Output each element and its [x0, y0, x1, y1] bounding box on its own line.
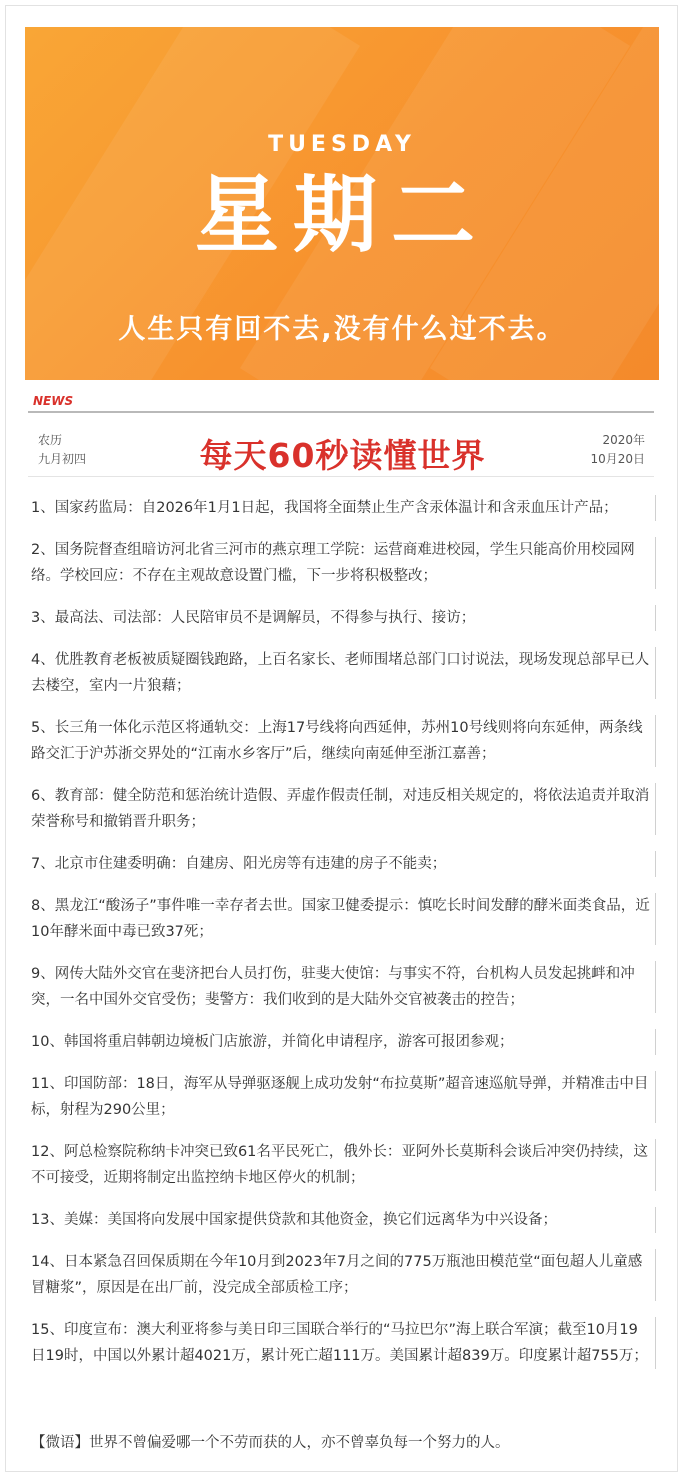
news-item: 5、长三角一体化示范区将通轨交：上海17号线将向西延伸，苏州10号线则将向东延伸，两条线路交汇于沪苏浙交界处的“江南水乡客厅”后，继续向南延伸至浙江嘉善；	[31, 715, 656, 767]
news-item: 1、国家药监局：自2026年1月1日起，我国将全面禁止生产含汞体温计和含汞血压计产品；	[31, 495, 656, 521]
news-tag: NEWS	[33, 394, 74, 408]
news-item: 12、阿总检察院称纳卡冲突已致61名平民死亡，俄外长：亚阿外长莫斯科会谈后冲突仍持续，这不可接受，近期将制定出监控纳卡地区停火的机制；	[31, 1139, 656, 1191]
news-item: 6、教育部：健全防范和惩治统计造假、弄虚作假责任制，对违反相关规定的，将依法追责并取消荣誉称号和撤销晋升职务；	[31, 783, 656, 835]
news-item: 4、优胜教育老板被质疑圈钱跑路，上百名家长、老师围堵总部门口讨说法，现场发现总部早已人去楼空，室内一片狼藉；	[31, 647, 656, 699]
page-title: 每天60秒读懂世界	[199, 436, 486, 475]
date-year: 2020年	[602, 433, 645, 447]
gregorian-date	[590, 431, 645, 469]
news-item: 10、韩国将重启韩朝边境板门店旅游，并简化申请程序，游客可报团参观；	[31, 1029, 656, 1055]
news-item: 3、最高法、司法部：人民陪审员不是调解员，不得参与执行、接访；	[31, 605, 656, 631]
divider	[28, 476, 654, 477]
banner-motto: 人生只有回不去,没有什么过不去。	[118, 314, 566, 345]
news-item: 9、网传大陆外交官在斐济把台人员打伤，驻斐大使馆：与事实不符，台机构人员发起挑衅和冲突，一名中国外交官受伤；斐警方：我们收到的是大陆外交官被袭击的控告；	[31, 961, 656, 1013]
header-banner	[25, 27, 659, 380]
date-day: 10月20日	[590, 452, 645, 466]
news-item: 11、印国防部：18日，海军从导弹驱逐舰上成功发射“布拉莫斯”超音速巡航导弹，并精准击中目标，射程为290公里；	[31, 1071, 656, 1123]
weekday-chinese: 星期二	[194, 166, 489, 264]
divider	[28, 411, 654, 413]
news-item: 7、北京市住建委明确：自建房、阳光房等有违建的房子不能卖；	[31, 851, 656, 877]
news-item: 15、印度宣布：澳大利亚将参与美日印三国联合举行的“马拉巴尔”海上联合军演；截至10月19日19时，中国以外累计超4021万，累计死亡超111万。美国累计超839万。印度累计超755万；	[31, 1317, 656, 1369]
weekday-english: TUESDAY	[268, 132, 416, 157]
news-item: 8、黑龙江“酸汤子”事件唯一幸存者去世。国家卫健委提示：慎吃长时间发酵的酵米面类食品，近10年酵米面中毒已致37死；	[31, 893, 656, 945]
news-item: 13、美媒：美国将向发展中国家提供贷款和其他资金，换它们远离华为中兴设备；	[31, 1207, 656, 1233]
news-list	[31, 495, 656, 1385]
daily-quote: 【微语】世界不曾偏爱哪一个不劳而获的人，亦不曾辜负每一个努力的人。	[31, 1435, 510, 1451]
lunar-day: 九月初四	[38, 452, 87, 466]
lunar-label: 农历	[38, 433, 63, 447]
news-item: 2、国务院督查组暗访河北省三河市的燕京理工学院：运营商难进校园，学生只能高价用校园网络。学校回应：不存在主观故意设置门槛，下一步将积极整改；	[31, 537, 656, 589]
news-item: 14、日本紧急召回保质期在今年10月到2023年7月之间的775万瓶池田模范堂“面包超人儿童感冒糖浆”，原因是在出厂前，没完成全部质检工序；	[31, 1249, 656, 1301]
